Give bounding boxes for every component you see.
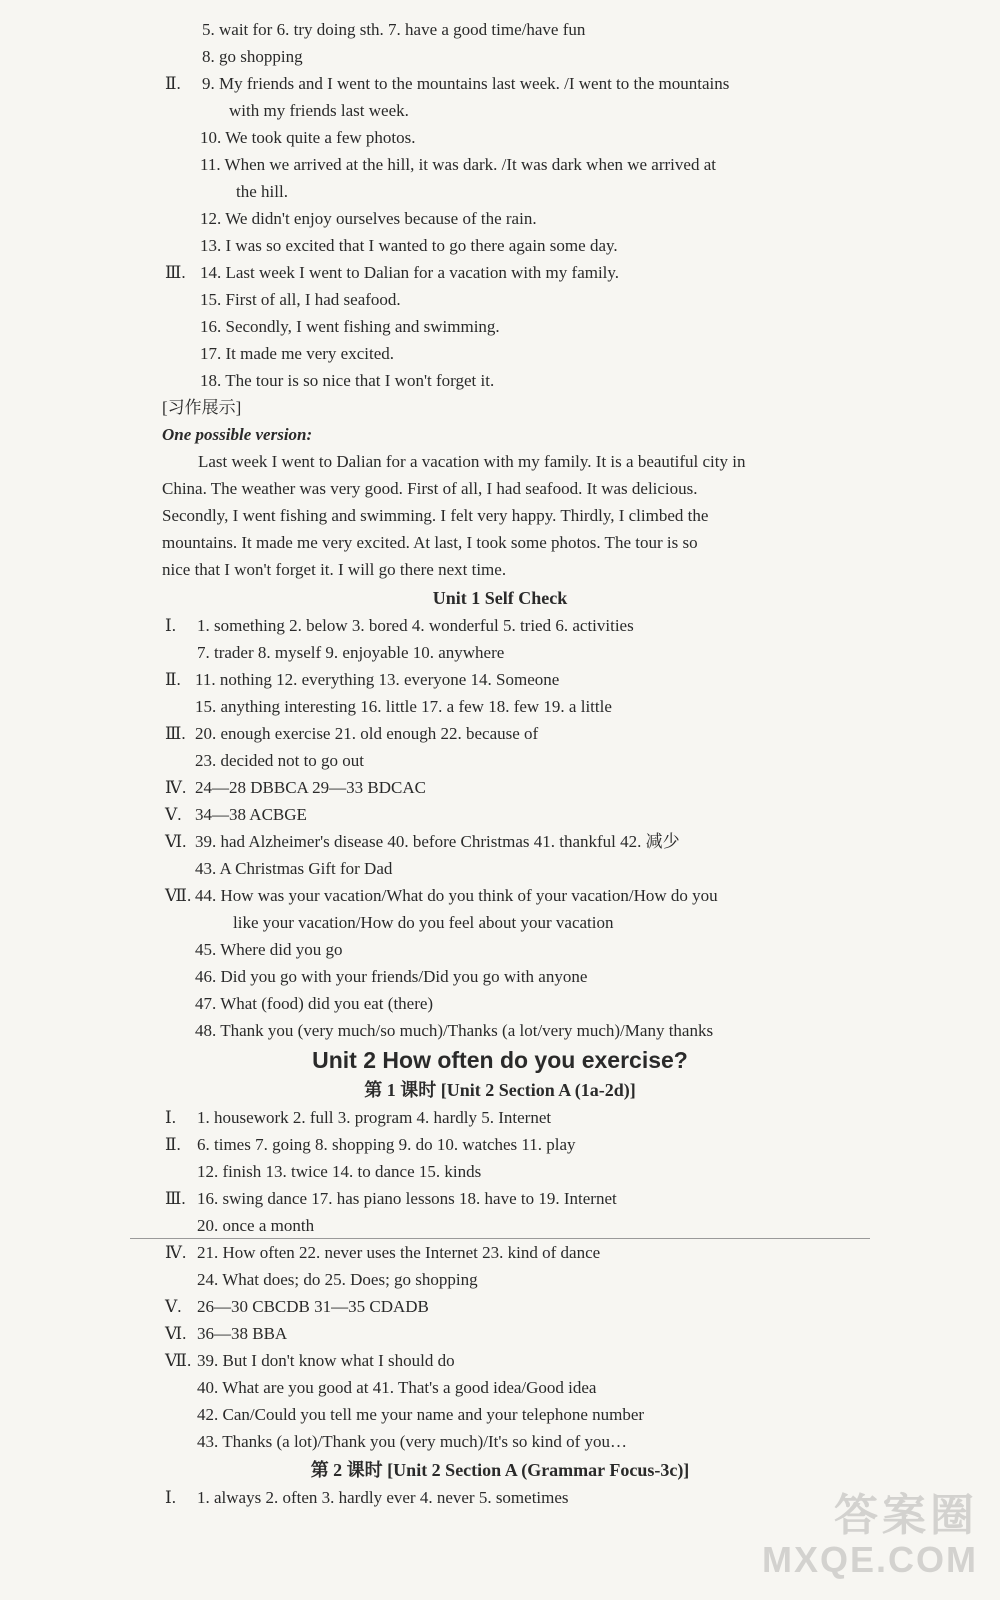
answer-line: 39. But I don't know what I should do <box>197 1351 455 1370</box>
answer-line: 7. trader 8. myself 9. enjoyable 10. anywhere <box>197 643 505 662</box>
section-numeral: Ⅶ. <box>165 886 192 905</box>
answer-line: 10. We took quite a few photos. <box>200 128 416 147</box>
answer-line: 18. The tour is so nice that I won't forget it. <box>200 371 495 390</box>
answer-line: 13. I was so excited that I wanted to go there again some day. <box>200 236 618 255</box>
section-numeral: Ⅰ. <box>165 616 176 635</box>
lesson-heading: 第 1 课时 [Unit 2 Section A (1a-2d)] <box>364 1080 636 1100</box>
answer-line: 11. When we arrived at the hill, it was dark. /It was dark when we arrived at <box>200 155 716 174</box>
answer-line: 1. housework 2. full 3. program 4. hardly 5. Internet <box>197 1108 552 1127</box>
answer-line: with my friends last week. <box>229 101 409 120</box>
answer-line: 42. Can/Could you tell me your name and your telephone number <box>197 1405 645 1424</box>
section-heading: Unit 1 Self Check <box>432 588 568 608</box>
section-numeral: Ⅶ. <box>165 1351 192 1370</box>
writing-paragraph-line: mountains. It made me very excited. At last, I took some photos. The tour is so <box>162 533 698 552</box>
answer-line: 44. How was your vacation/What do you think of your vacation/How do you <box>195 886 718 905</box>
answer-line: 1. always 2. often 3. hardly ever 4. never 5. sometimes <box>197 1488 569 1507</box>
writing-paragraph-line: Secondly, I went fishing and swimming. I felt very happy. Thirdly, I climbed the <box>162 506 709 525</box>
answer-line: like your vacation/How do you feel about your vacation <box>233 913 614 932</box>
answer-line: 46. Did you go with your friends/Did you go with anyone <box>195 967 588 986</box>
answer-line: 36—38 BBA <box>197 1324 288 1343</box>
answer-line: 48. Thank you (very much/so much)/Thanks (a lot/very much)/Many thanks <box>195 1021 714 1040</box>
answer-line: 24—28 DBBCA 29—33 BDCAC <box>195 778 426 797</box>
writing-paragraph-line: China. The weather was very good. First of all, I had seafood. It was delicious. <box>162 479 698 498</box>
answer-line: 20. once a month <box>197 1216 315 1235</box>
version-label: One possible version: <box>162 425 313 444</box>
section-numeral: Ⅳ. <box>165 778 187 797</box>
section-numeral: Ⅱ. <box>165 670 181 689</box>
writing-paragraph-line: Last week I went to Dalian for a vacation with my family. It is a beautiful city in <box>198 452 746 471</box>
section-numeral: Ⅴ. <box>165 1297 182 1316</box>
answer-line: 9. My friends and I went to the mountains last week. /I went to the mountains <box>202 74 730 93</box>
answer-line: 14. Last week I went to Dalian for a vacation with my family. <box>200 263 620 282</box>
section-numeral: Ⅱ. <box>165 74 181 93</box>
answer-line: 11. nothing 12. everything 13. everyone 14. Someone <box>195 670 560 689</box>
answer-line: 47. What (food) did you eat (there) <box>195 994 434 1013</box>
answer-line: 1. something 2. below 3. bored 4. wonderful 5. tried 6. activities <box>197 616 634 635</box>
answer-line: 6. times 7. going 8. shopping 9. do 10. watches 11. play <box>197 1135 576 1154</box>
answer-line: 39. had Alzheimer's disease 40. before Christmas 41. thankful 42. 减少 <box>195 832 680 851</box>
answer-line: 15. First of all, I had seafood. <box>200 290 401 309</box>
answer-line: 26—30 CBCDB 31—35 CDADB <box>197 1297 429 1316</box>
section-numeral: Ⅲ. <box>165 724 186 743</box>
answer-line: 16. swing dance 17. has piano lessons 18. have to 19. Internet <box>197 1189 617 1208</box>
answer-line: 16. Secondly, I went fishing and swimming. <box>200 317 500 336</box>
answer-line: 21. How often 22. never uses the Internet 23. kind of dance <box>197 1243 601 1262</box>
answer-line: 12. We didn't enjoy ourselves because of the rain. <box>200 209 537 228</box>
section-numeral: Ⅲ. <box>165 1189 186 1208</box>
answer-line: 12. finish 13. twice 14. to dance 15. kinds <box>197 1162 482 1181</box>
answer-line: 8. go shopping <box>202 47 303 66</box>
answer-line: 5. wait for 6. try doing sth. 7. have a good time/have fun <box>202 20 586 39</box>
unit-title: Unit 2 How often do you exercise? <box>312 1047 688 1073</box>
answer-line: 34—38 ACBGE <box>195 805 307 824</box>
answer-line: 40. What are you good at 41. That's a good idea/Good idea <box>197 1378 597 1397</box>
writing-label: [习作展示] <box>162 398 242 417</box>
section-numeral: Ⅲ. <box>165 263 186 282</box>
section-numeral: Ⅵ. <box>165 1324 187 1343</box>
answer-line: 17. It made me very excited. <box>200 344 395 363</box>
page-divider <box>130 1238 870 1239</box>
writing-paragraph-line: nice that I won't forget it. I will go there next time. <box>162 560 507 579</box>
answer-line: the hill. <box>236 182 288 201</box>
answer-line: 15. anything interesting 16. little 17. a few 18. few 19. a little <box>195 697 612 716</box>
answer-line: 20. enough exercise 21. old enough 22. because of <box>195 724 539 743</box>
answer-line: 43. Thanks (a lot)/Thank you (very much)/It's so kind of you… <box>197 1432 628 1451</box>
watermark-text: 答案圈 <box>834 1491 978 1540</box>
section-numeral: Ⅰ. <box>165 1108 176 1127</box>
answer-line: 43. A Christmas Gift for Dad <box>195 859 393 878</box>
lesson-heading: 第 2 课时 [Unit 2 Section A (Grammar Focus-3c)] <box>310 1460 690 1480</box>
watermark-domain: MXQE.COM <box>761 1539 978 1580</box>
section-numeral: Ⅵ. <box>165 832 187 851</box>
site-watermark <box>762 1492 978 1580</box>
answer-line: 23. decided not to go out <box>195 751 365 770</box>
section-numeral: Ⅴ. <box>165 805 182 824</box>
section-numeral: Ⅱ. <box>165 1135 181 1154</box>
answer-line: 24. What does; do 25. Does; go shopping <box>197 1270 478 1289</box>
section-numeral: Ⅳ. <box>165 1243 187 1262</box>
answer-line: 45. Where did you go <box>195 940 343 959</box>
section-numeral: Ⅰ. <box>165 1488 176 1507</box>
